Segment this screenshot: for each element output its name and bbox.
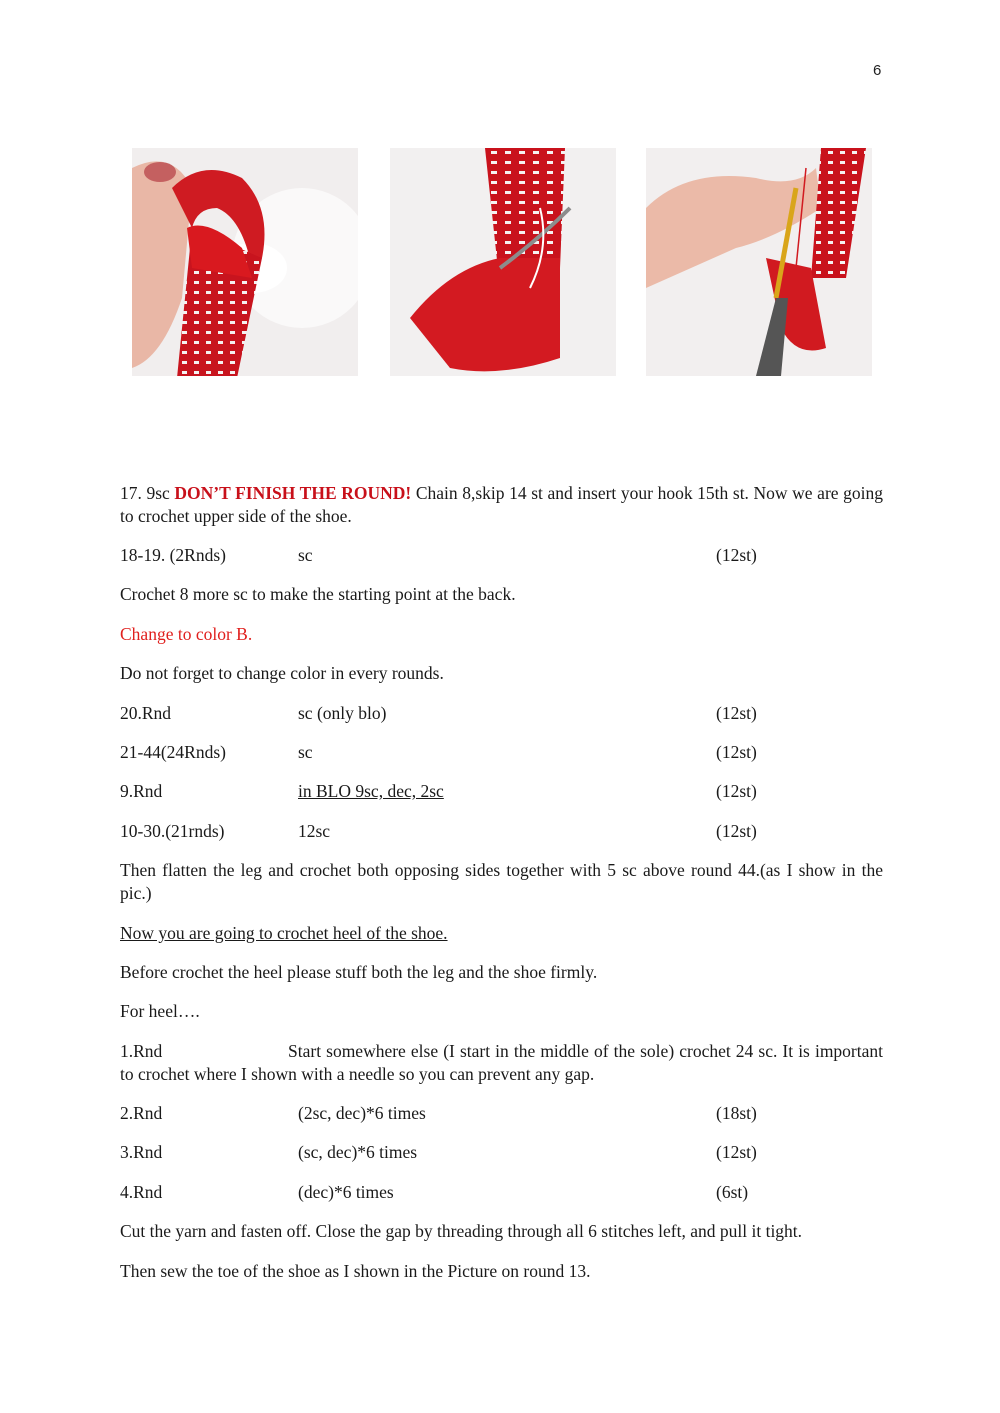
for-heel-text: For heel…. (120, 1001, 200, 1021)
pattern-row (120, 1141, 883, 1164)
round-instruction: 12sc (298, 821, 331, 841)
heel-round-1-paragraph (120, 1040, 883, 1086)
round-instruction: Start somewhere else (I start in the middle of the sole) crochet 24 sc. It is important to crochet where I shown with a needle so you can prevent any gap. (120, 1041, 883, 1084)
crochet-shoe-stuffing-photo (132, 148, 358, 376)
stitch-count: (18st) (716, 1103, 757, 1123)
heel-heading: Now you are going to crochet heel of the shoe. (120, 923, 448, 943)
round-label: 1.Rnd (120, 1041, 163, 1061)
stitch-count: (12st) (716, 821, 757, 841)
round-label: 18-19. (2Rnds) (120, 545, 226, 565)
stitch-count: (6st) (716, 1182, 749, 1202)
change-color-text: Change to color B. (120, 624, 253, 644)
stitch-count: (12st) (716, 703, 757, 723)
pattern-row (120, 1181, 883, 1204)
crochet-more-text: Crochet 8 more sc to make the starting point at the back. (120, 584, 516, 604)
pattern-row (120, 741, 883, 764)
stitch-count: (12st) (716, 781, 757, 801)
stuff-note-text: Before crochet the heel please stuff both the leg and the shoe firmly. (120, 962, 598, 982)
round-instruction: in BLO 9sc, dec, 2sc (298, 781, 444, 801)
round-instruction: sc (only blo) (298, 703, 387, 723)
round-label: 4.Rnd (120, 1182, 163, 1202)
color-reminder-text: Do not forget to change color in every rounds. (120, 663, 444, 683)
round-label: 9.Rnd (120, 781, 163, 801)
round-label: 20.Rnd (120, 703, 172, 723)
round-instruction: sc (298, 742, 313, 762)
round-label: 21-44(24Rnds) (120, 742, 226, 762)
round-17-label: 17. 9sc (120, 483, 175, 503)
round-17-paragraph (120, 482, 883, 528)
crochet-shoe-needle-photo (390, 148, 616, 376)
round-label: 2.Rnd (120, 1103, 163, 1123)
round-17-instructions: Chain 8,skip 14 st and insert your hook 15th st. Now we are going to crochet upper side of the shoe. (120, 483, 884, 526)
round-label: 10-30.(21rnds) (120, 821, 225, 841)
cut-yarn-text: Cut the yarn and fasten off. Close the gap by threading through all 6 stitches left, and pull it tight. (120, 1221, 803, 1241)
pattern-row (120, 780, 883, 803)
round-instruction: (sc, dec)*6 times (298, 1142, 418, 1162)
round-instruction: sc (298, 545, 313, 565)
flatten-text: Then flatten the leg and crochet both opposing sides together with 5 sc above round 44.(as I show in the pic.) (120, 860, 883, 903)
round-label: 3.Rnd (120, 1142, 163, 1162)
pattern-row (120, 702, 883, 725)
stitch-count: (12st) (716, 1142, 757, 1162)
round-instruction: (2sc, dec)*6 times (298, 1103, 426, 1123)
stitch-count: (12st) (716, 545, 757, 565)
sew-toe-text: Then sew the toe of the shoe as I shown in the Picture on round 13. (120, 1261, 591, 1281)
page-number: 6 (873, 62, 882, 79)
crochet-hook-heel-photo (646, 148, 872, 376)
stitch-count: (12st) (716, 742, 757, 762)
warning-text: DON’T FINISH THE ROUND! (174, 483, 412, 503)
pattern-row (120, 544, 883, 567)
pattern-row (120, 1102, 883, 1125)
pattern-row (120, 820, 883, 843)
round-instruction: (dec)*6 times (298, 1182, 394, 1202)
